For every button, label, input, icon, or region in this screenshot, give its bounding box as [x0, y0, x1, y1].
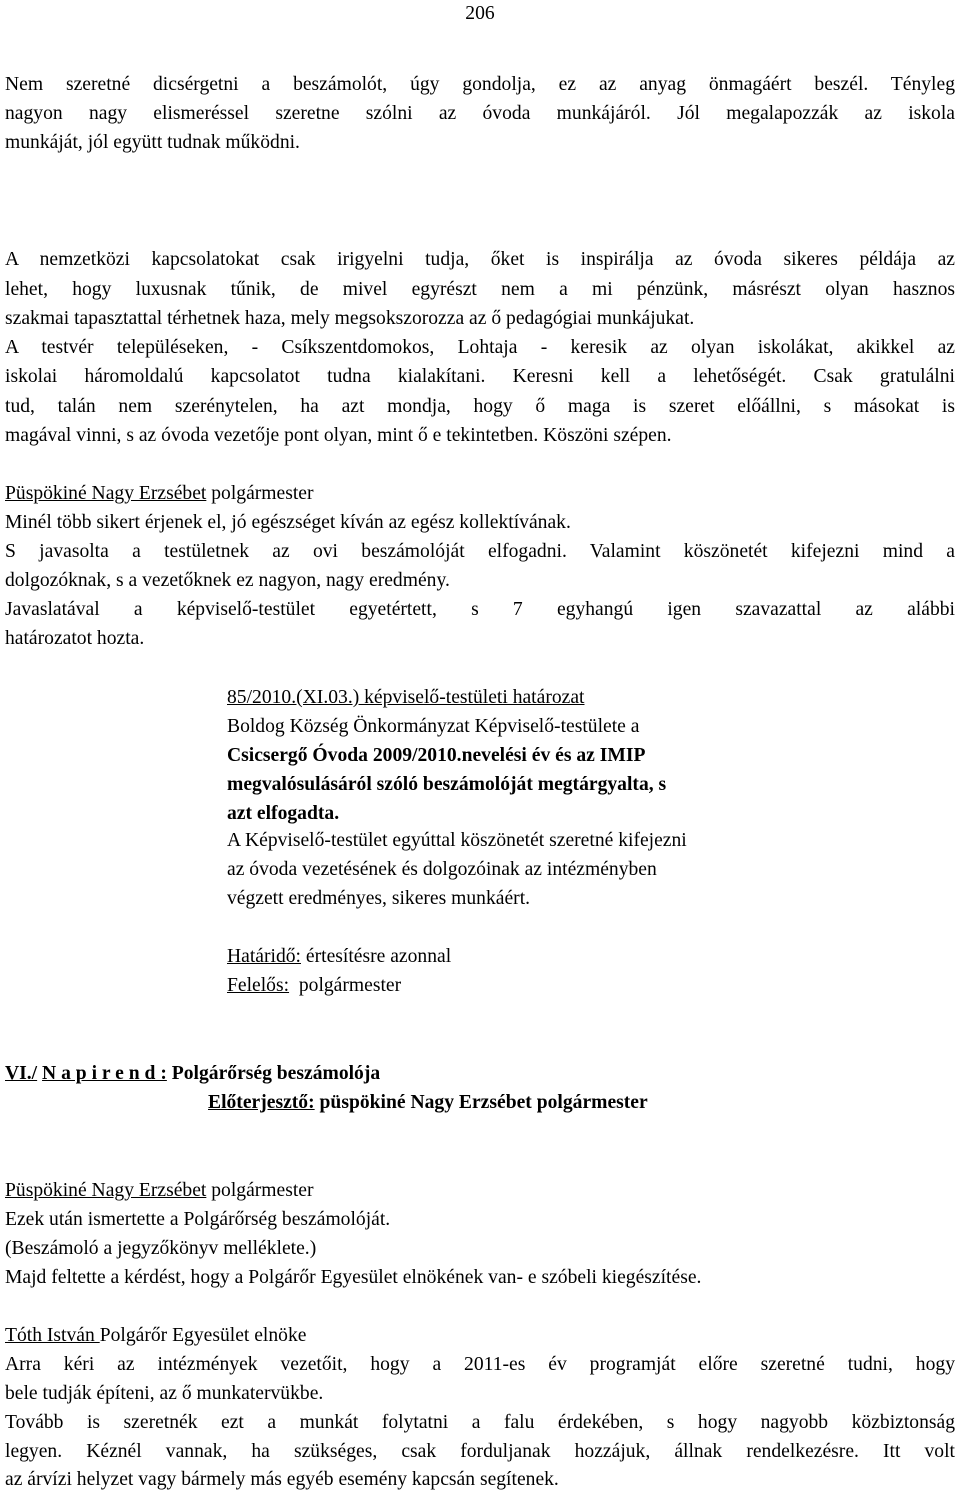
speaker-role: Polgárőr Egyesület elnöke	[99, 1325, 307, 1346]
presenter-line	[208, 1089, 948, 1117]
text-line: S javasolta a testületnek az ovi beszámolóját elfogadni. Valamint köszönetét kifejezni mind a	[5, 541, 955, 562]
text-line: Nem szeretné dicsérgetni a beszámolót, úgy gondolja, ez az anyag önmagáért beszél. Tényleg	[5, 74, 955, 95]
responsible-line	[227, 972, 927, 1000]
page-number: 206	[465, 3, 495, 24]
text-line: A Képviselő-testület egyúttal köszönetét szeretné kifejezni	[227, 830, 687, 851]
responsible-value: polgármester	[289, 975, 402, 996]
text-line: Javaslatával a képviselő-testület egyetértett, s 7 egyhangú igen szavazattal az alábbi	[5, 599, 955, 620]
presenter-label: Előterjesztő:	[208, 1092, 315, 1113]
text-line: Ezek után ismertette a Polgárőrség beszámolóját.	[5, 1209, 391, 1230]
text-line: (Beszámoló a jegyzőkönyv melléklete.)	[5, 1238, 317, 1259]
text-line: szakmai tapasztattal térhetnek haza, mely megsokszorozza az ő pedagógiai munkájukat.	[5, 308, 695, 329]
speaker-role: polgármester	[206, 483, 314, 504]
text-line: Arra kéri az intézmények vezetőit, hogy a 2011-es év programját előre szeretné tudni, hogy	[5, 1354, 955, 1375]
text-line: magával vinni, s az óvoda vezetője pont olyan, mint ő e tekintetben. Köszöni szépen.	[5, 425, 672, 446]
resolution-bold-line: Csicsergő Óvoda 2009/2010.nevelési év és az IMIP	[227, 745, 646, 766]
text-line: Majd feltette a kérdést, hogy a Polgárőr Egyesület elnökének van- e szóbeli kiegészítése.	[5, 1267, 702, 1288]
text-line: munkáját, jól együtt tudnak működni.	[5, 132, 300, 153]
speaker-name: Püspökiné Nagy Erzsébet	[5, 1180, 207, 1201]
speaker-heading	[5, 480, 955, 508]
resolution-number: 85/2010.(XI.03.) képviselő-testületi határozat	[227, 687, 585, 708]
text-line: Boldog Község Önkormányzat Képviselő-testülete a	[227, 716, 640, 737]
speaker-role: polgármester	[206, 1180, 314, 1201]
text-line: nagyon nagy elismeréssel szeretne szólni az óvoda munkájáról. Jól megalapozzák az iskola	[5, 103, 955, 124]
responsible-label: Felelős:	[227, 975, 290, 996]
deadline-line	[227, 943, 927, 971]
agenda-label: N a p i r e n d :	[42, 1063, 167, 1084]
deadline-value: értesítésre azonnal	[301, 946, 452, 967]
resolution-bold-line: megvalósulásáról szóló beszámolóját megtárgyalta, s	[227, 774, 667, 795]
text-line: az árvízi helyzet vagy bármely más egyéb esemény kapcsán segítenek.	[5, 1469, 559, 1490]
agenda-heading	[5, 1060, 955, 1088]
agenda-title: Polgárőrség beszámolója	[166, 1063, 381, 1084]
deadline-label: Határidő:	[227, 946, 301, 967]
text-line: A testvér településeken, - Csíkszentdomokos, Lohtaja - keresik az olyan iskolákat, akikkel az	[5, 337, 955, 358]
speaker-name: Püspökiné Nagy Erzsébet	[5, 483, 207, 504]
text-line: Minél több sikert érjenek el, jó egészséget kíván az egész kollektívának.	[5, 512, 571, 533]
text-line: iskolai háromoldalú kapcsolatot tudna kialakítani. Keresni kell a lehetőségét. Csak gratulálni	[5, 366, 955, 387]
text-line: az óvoda vezetésének és dolgozóinak az intézményben	[227, 859, 657, 880]
text-line: legyen. Kéznél vannak, ha szükséges, csak forduljanak hozzájuk, állnak rendelkezésre. Itt volt	[5, 1441, 955, 1462]
presenter-value: püspökiné Nagy Erzsébet polgármester	[314, 1092, 648, 1113]
text-line: lehet, hogy luxusnak tűnik, de mivel egyrészt nem a mi pénzünk, másrészt olyan hasznos	[5, 279, 955, 300]
text-line: dolgozóknak, s a vezetőknek ez nagyon, nagy eredmény.	[5, 570, 450, 591]
resolution-bold-line: azt elfogadta.	[227, 803, 340, 824]
text-line: végzett eredményes, sikeres munkáért.	[227, 888, 531, 909]
text-line: A nemzetközi kapcsolatokat csak irigyelni tudja, őket is inspirálja az óvoda sikeres példája az	[5, 249, 955, 270]
agenda-number: VI./	[5, 1063, 38, 1084]
speaker-name: Tóth István	[5, 1325, 100, 1346]
text-line: Tovább is szeretnék ezt a munkát folytatni a falu érdekében, s hogy nagyobb közbiztonság	[5, 1412, 955, 1433]
speaker-heading	[5, 1322, 955, 1350]
speaker-heading	[5, 1177, 955, 1205]
text-line: tud, talán nem szerénytelen, ha azt mondja, hogy ő maga is szeret előállni, s másokat is	[5, 396, 955, 417]
text-line: bele tudják építeni, az ő munkatervükbe.	[5, 1383, 324, 1404]
text-line: határozatot hozta.	[5, 628, 145, 649]
